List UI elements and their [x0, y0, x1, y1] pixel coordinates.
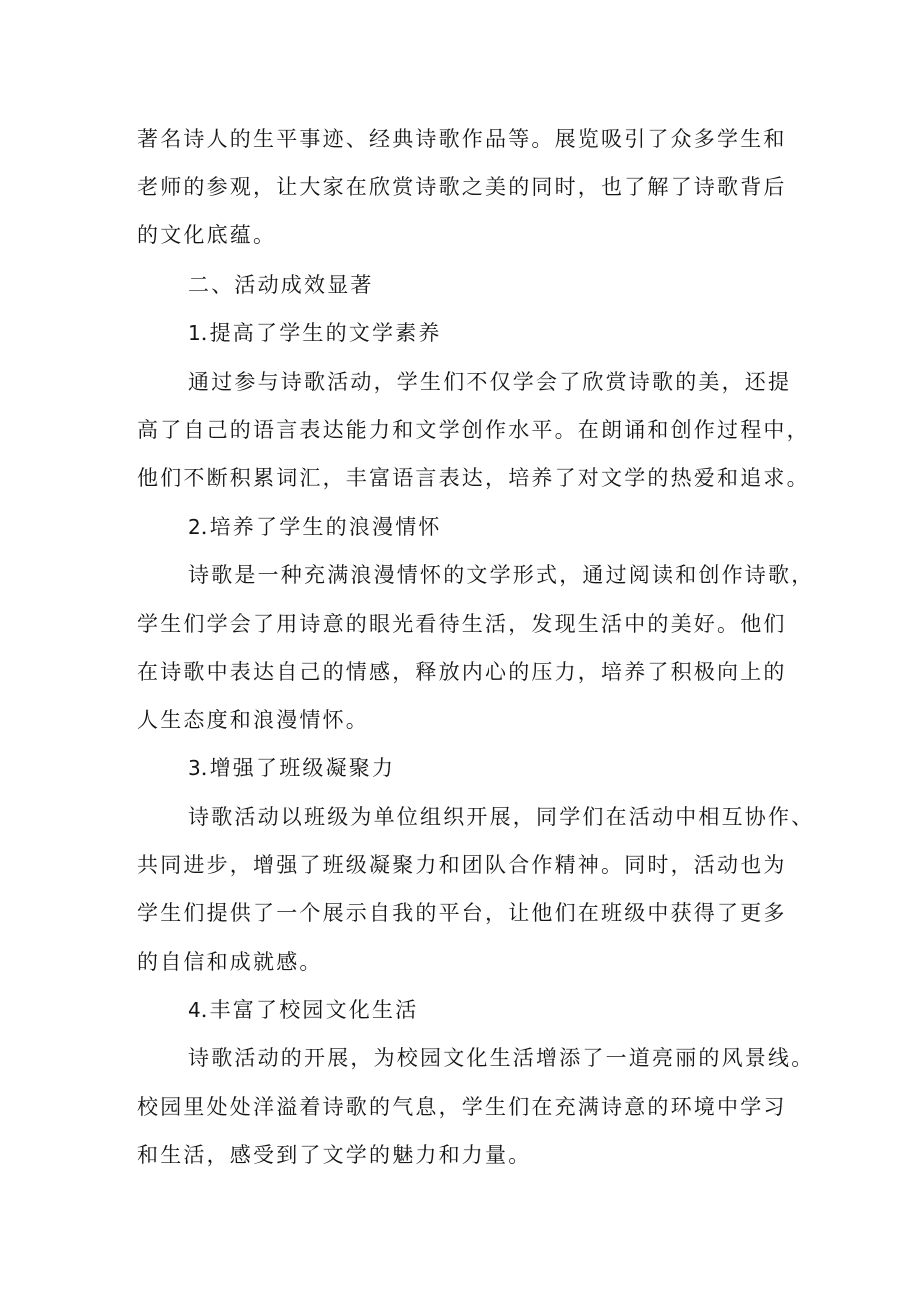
item-3-line-4: 的自信和成就感。 — [137, 950, 323, 974]
intro-line-3: 的文化底蕴。 — [137, 223, 277, 247]
item-4-heading-text: .丰富了校园文化生活 — [200, 998, 419, 1022]
item-4-line-2: 校园里处处洋溢着诗歌的气息，学生们在充满诗意的环境中学习 — [137, 1095, 787, 1119]
item-1-line-3: 他们不断积累词汇，丰富语言表达，培养了对文学的热爱和追求。 — [137, 466, 810, 490]
item-2-heading — [188, 507, 848, 547]
item-2-line-2: 学生们学会了用诗意的眼光看待生活，发现生活中的美好。他们 — [137, 612, 787, 636]
item-2-line-3: 在诗歌中表达自己的情感，释放内心的压力，培养了积极向上的 — [137, 660, 787, 684]
item-2-line-4: 人生态度和浪漫情怀。 — [137, 708, 369, 732]
item-4-line-1: 诗歌活动的开展，为校园文化生活增添了一道亮丽的风景线。 — [188, 1046, 815, 1070]
item-3-heading — [188, 748, 848, 788]
item-3-line-1: 诗歌活动以班级为单位组织开展，同学们在活动中相互协作、 — [188, 805, 815, 829]
item-4-line-3: 和生活，感受到了文学的魅力和力量。 — [137, 1143, 532, 1167]
item-1-heading — [188, 313, 848, 353]
intro-line-1: 著名诗人的生平事迹、经典诗歌作品等。展览吸引了众多学生和 — [137, 127, 787, 151]
item-4-number: 4 — [188, 998, 201, 1022]
item-2-number: 2 — [188, 515, 201, 539]
item-2-heading-text: .培养了学生的浪漫情怀 — [200, 515, 442, 539]
item-1-line-2: 高了自己的语言表达能力和文学创作水平。在朗诵和创作过程中， — [137, 418, 810, 442]
item-4-heading — [188, 990, 848, 1030]
item-1-line-1: 通过参与诗歌活动，学生们不仅学会了欣赏诗歌的美，还提 — [188, 370, 792, 394]
item-1-number: 1 — [188, 321, 201, 345]
item-3-line-3: 学生们提供了一个展示自我的平台，让他们在班级中获得了更多 — [137, 901, 787, 925]
intro-line-2: 老师的参观，让大家在欣赏诗歌之美的同时，也了解了诗歌背后 — [137, 175, 787, 199]
item-3-heading-text: .增强了班级凝聚力 — [200, 756, 396, 780]
item-3-number: 3 — [188, 756, 201, 780]
item-3-line-2: 共同进步，增强了班级凝聚力和团队合作精神。同时，活动也为 — [137, 853, 787, 877]
section-title: 二、活动成效显著 — [188, 273, 374, 297]
item-1-heading-text: .提高了学生的文学素养 — [200, 321, 442, 345]
item-2-line-1: 诗歌是一种充满浪漫情怀的文学形式，通过阅读和创作诗歌， — [188, 563, 815, 587]
